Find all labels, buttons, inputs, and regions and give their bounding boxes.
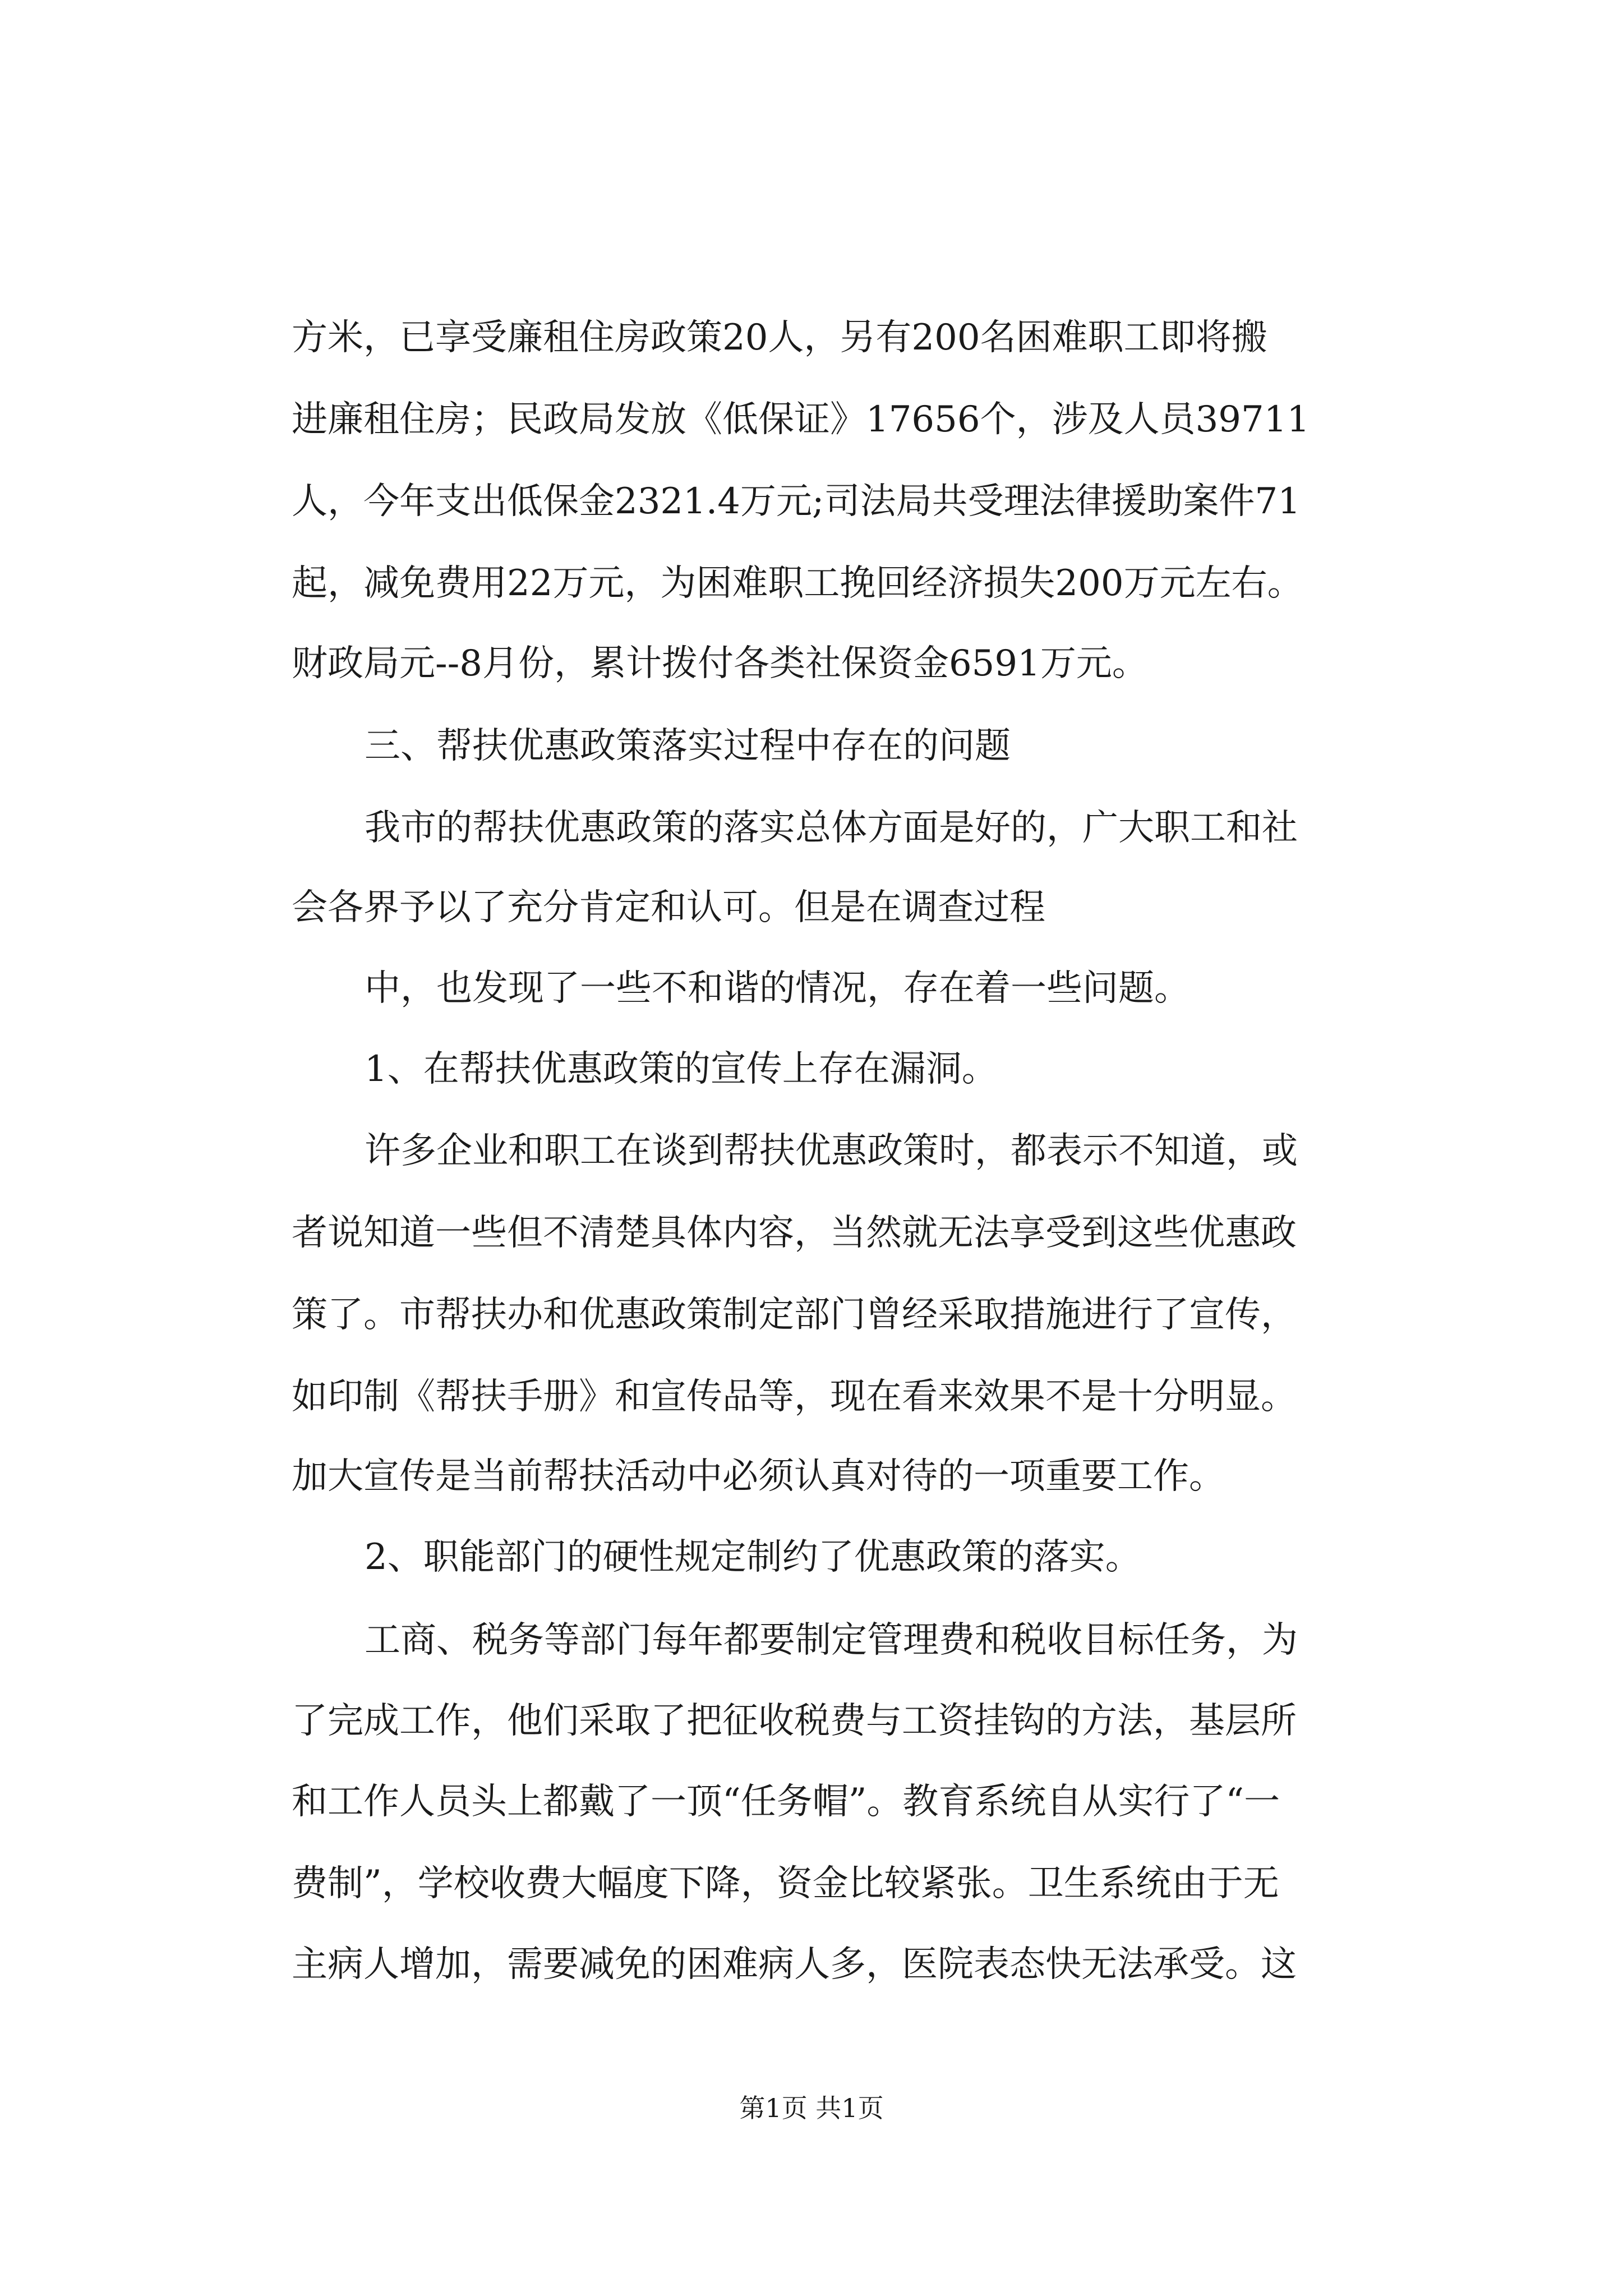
paragraph-line: 主病人增加，需要减免的困难病人多，医院表态快无法承受。这 [292,1944,1297,1985]
paragraph-line: 人，今年支出低保金2321.4万元;司法局共受理法律援助案件71 [292,481,1301,522]
paragraph-line: 和工作人员头上都戴了一顶“任务帽”。教育系统自从实行了“一 [292,1781,1280,1823]
paragraph-line: 方米，已享受廉租住房政策20人，另有200名困难职工即将搬 [292,317,1267,358]
paragraph-line: 会各界予以了充分肯定和认可。但是在调查过程 [292,887,1045,928]
paragraph-line: 费制”，学校收费大幅度下降，资金比较紧张。卫生系统由于无 [292,1863,1279,1904]
list-item-heading: 1、在帮扶优惠政策的宣传上存在漏洞。 [365,1048,998,1090]
page-footer: 第1页 共1页 [739,2093,884,2123]
paragraph-line: 进廉租住房；民政局发放《低保证》17656个，涉及人员39711 [292,399,1310,440]
paragraph-line: 许多企业和职工在谈到帮扶优惠政策时，都表示不知道，或 [365,1130,1298,1172]
paragraph-line: 了完成工作，他们采取了把征收税费与工资挂钩的方法，基层所 [292,1700,1297,1742]
list-item-heading: 2、职能部门的硬性规定制约了优惠政策的落实。 [365,1536,1141,1578]
paragraph-line: 中，也发现了一些不和谐的情况，存在着一些问题。 [365,968,1190,1009]
paragraph-line: 策了。市帮扶办和优惠政策制定部门曾经采取措施进行了宣传， [292,1294,1297,1336]
paragraph-line: 我市的帮扶优惠政策的落实总体方面是好的，广大职工和社 [365,807,1298,849]
paragraph-line: 财政局元--8月份，累计拨付各类社保资金6591万元。 [292,643,1148,684]
paragraph-line: 如印制《帮扶手册》和宣传品等，现在看来效果不是十分明显。 [292,1376,1297,1418]
paragraph-line: 工商、税务等部门每年都要制定管理费和税收目标任务，为 [365,1619,1298,1661]
paragraph-line: 加大宣传是当前帮扶活动中必须认真对待的一项重要工作。 [292,1456,1225,1497]
paragraph-line: 起，减免费用22万元，为困难职工挽回经济损失200万元左右。 [292,563,1303,604]
section-heading: 三、帮扶优惠政策落实过程中存在的问题 [365,725,1011,767]
paragraph-line: 者说知道一些但不清楚具体内容，当然就无法享受到这些优惠政 [292,1212,1297,1254]
